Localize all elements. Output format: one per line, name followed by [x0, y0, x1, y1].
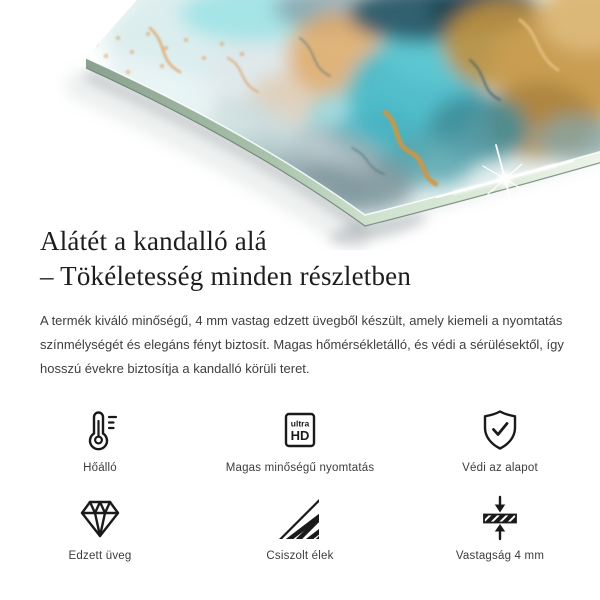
shield-check-icon [476, 406, 524, 454]
thickness-arrows-icon [476, 494, 524, 542]
feature-label: Csiszolt élek [266, 550, 334, 562]
ultra-hd-icon [276, 406, 324, 454]
feature-polished-edges [200, 488, 400, 562]
feature-label: Magas minőségű nyomtatás [225, 462, 375, 474]
section-title-line1: Alátét a kandalló alá [40, 226, 267, 256]
feature-label: Hőálló [83, 462, 117, 474]
feature-thickness [400, 488, 600, 562]
feature-label: Védi az alapot [462, 462, 538, 474]
features-grid [0, 400, 600, 562]
thermometer-icon [76, 406, 124, 454]
polished-edges-icon [276, 494, 324, 542]
feature-label: Vastagság 4 mm [455, 550, 545, 562]
feature-heat-resistant [0, 400, 200, 474]
section-title [40, 224, 411, 294]
product-description: A termék kiváló minőségű, 4 mm vastag edzett üvegből készült, amely kiemeli a nyomtatás színmélységét és elegáns fényt biztosít. Magas hőmérsékletálló, és védi a sérülésektől, így hosszú évekre biztosítja a kandalló körüli teret. [40, 313, 564, 376]
feature-print-quality [200, 400, 400, 474]
feature-protects-base [400, 400, 600, 474]
product-photo [0, 0, 600, 250]
ultra-hd-icon-text-top: ultra [290, 418, 310, 429]
ultra-hd-icon-text-bottom: HD [290, 428, 310, 443]
diamond-icon [76, 494, 124, 542]
section-title-line2: – Tökéletesség minden részletben [40, 261, 412, 291]
feature-label: Edzett üveg [68, 550, 132, 562]
feature-tempered-glass [0, 488, 200, 562]
